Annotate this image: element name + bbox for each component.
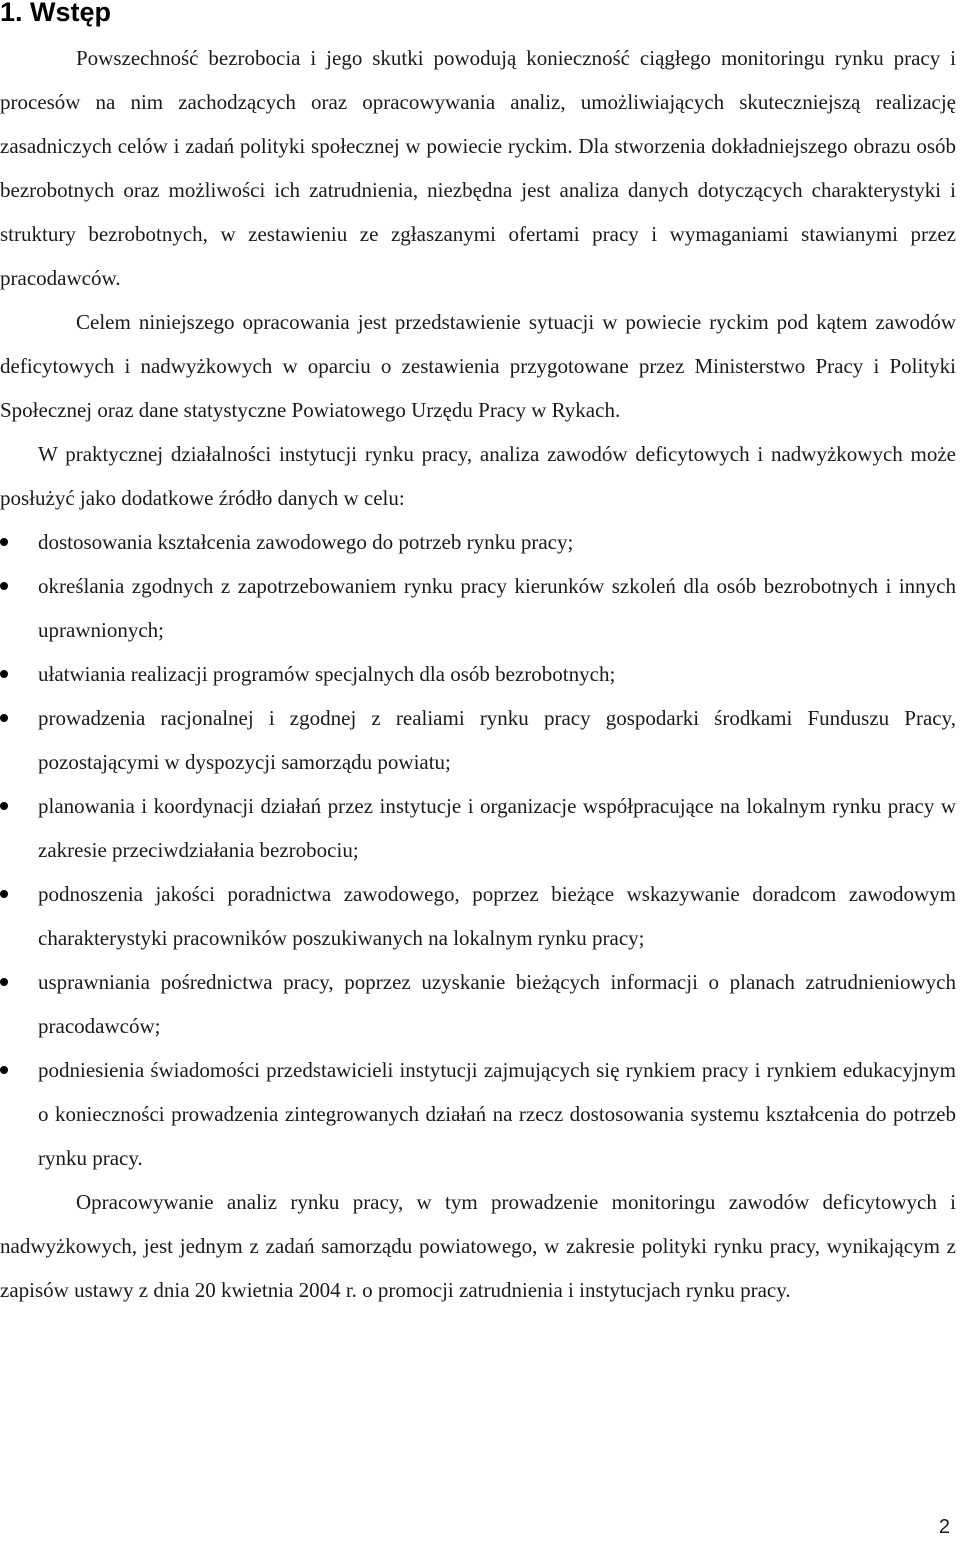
paragraph-conclusion: Opracowywanie analiz rynku pracy, w tym prowadzenie monitoringu zawodów deficytowych i nadwyżkowych, jest jednym z zadań samorządu powiatowego, w zakresie polityki rynku pracy, wynikającym z zapisów ustawy z dnia 20 kwietnia 2004 r. o promocji zatrudnienia i instytucjach rynku pracy. [0,1190,956,1302]
body-text [0,36,956,1312]
section-heading: 1. Wstęp [0,0,112,27]
list-item: dostosowania kształcenia zawodowego do potrzeb rynku pracy; [0,520,956,564]
list-item: podniesienia świadomości przedstawicieli instytucji zajmujących się rynkiem pracy i rynkiem edukacyjnym o konieczności prowadzenia zintegrowanych działań na rzecz dostosowania systemu kształcenia do potrzeb rynku pracy. [0,1048,956,1180]
page-number: 2 [938,1516,950,1538]
goals-list [0,520,956,1180]
list-item: określania zgodnych z zapotrzebowaniem rynku pracy kierunków szkoleń dla osób bezrobotnych i innych uprawnionych; [0,564,956,652]
list-item: usprawniania pośrednictwa pracy, poprzez uzyskanie bieżących informacji o planach zatrudnieniowych pracodawców; [0,960,956,1048]
paragraph-intro: Powszechność bezrobocia i jego skutki powodują konieczność ciągłego monitoringu rynku pracy i procesów na nim zachodzących oraz opracowywania analiz, umożliwiających skuteczniejszą realizację zasadniczych celów i zadań polityki społecznej w powiecie ryckim. Dla stworzenia dokładniejszego obrazu osób bezrobotnych oraz możliwości ich zatrudnienia, niezbędna jest analiza danych dotyczących charakterystyki i struktury bezrobotnych, w zestawieniu ze zgłaszanymi ofertami pracy i wymaganiami stawianymi przez pracodawców. [0,46,956,290]
list-item: planowania i koordynacji działań przez instytucje i organizacje współpracujące na lokalnym rynku pracy w zakresie przeciwdziałania bezrobociu; [0,784,956,872]
list-item: ułatwiania realizacji programów specjalnych dla osób bezrobotnych; [0,652,956,696]
paragraph-purpose: Celem niniejszego opracowania jest przedstawienie sytuacji w powiecie ryckim pod kątem zawodów deficytowych i nadwyżkowych w oparciu o zestawienia przygotowane przez Ministerstwo Pracy i Polityki Społecznej oraz dane statystyczne Powiatowego Urzędu Pracy w Rykach. [0,310,956,422]
list-item: podnoszenia jakości poradnictwa zawodowego, poprzez bieżące wskazywanie doradcom zawodowym charakterystyki pracowników poszukiwanych na lokalnym rynku pracy; [0,872,956,960]
list-item: prowadzenia racjonalnej i zgodnej z realiami rynku pracy gospodarki środkami Funduszu Pracy, pozostającymi w dyspozycji samorządu powiatu; [0,696,956,784]
paragraph-practical: W praktycznej działalności instytucji rynku pracy, analiza zawodów deficytowych i nadwyżkowych może posłużyć jako dodatkowe źródło danych w celu: [0,442,956,510]
